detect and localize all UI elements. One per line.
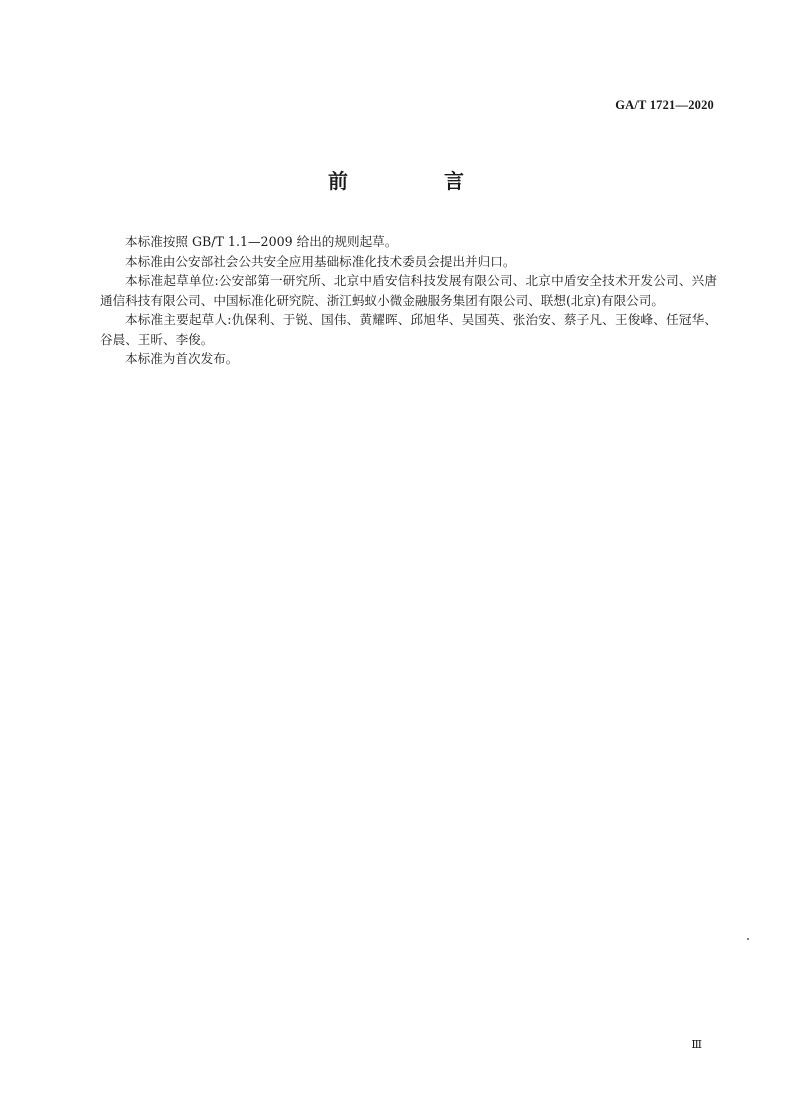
page-title: 前 言 — [328, 169, 502, 193]
paragraph-drafting-rules: 本标准按照 GB/T 1.1—2009 给出的规则起草。 — [125, 234, 398, 249]
foreword-body — [100, 232, 717, 369]
paragraph-first-release: 本标准为首次发布。 — [125, 351, 239, 366]
paragraph-drafting-units: 本标准起草单位:公安部第一研究所、北京中盾安信科技发展有限公司、北京中盾安全技术开发公司、兴唐通信科技有限公司、中国标准化研究院、浙江蚂蚁小微金融服务集团有限公司、联想(北京)有限公司。 — [100, 273, 717, 308]
standard-code: GA/T 1721—2020 — [615, 98, 714, 112]
page-number: Ⅲ — [691, 1038, 702, 1051]
paragraph-proposer: 本标准由公安部社会公共安全应用基础标准化技术委员会提出并归口。 — [125, 253, 516, 269]
paragraph-drafters: 本标准主要起草人:仇保利、于锐、国伟、黄耀晖、邱旭华、吴国英、张治安、蔡子凡、王俊峰、任冠华、谷晨、王昕、李俊。 — [100, 312, 717, 347]
scan-speck — [747, 938, 749, 940]
